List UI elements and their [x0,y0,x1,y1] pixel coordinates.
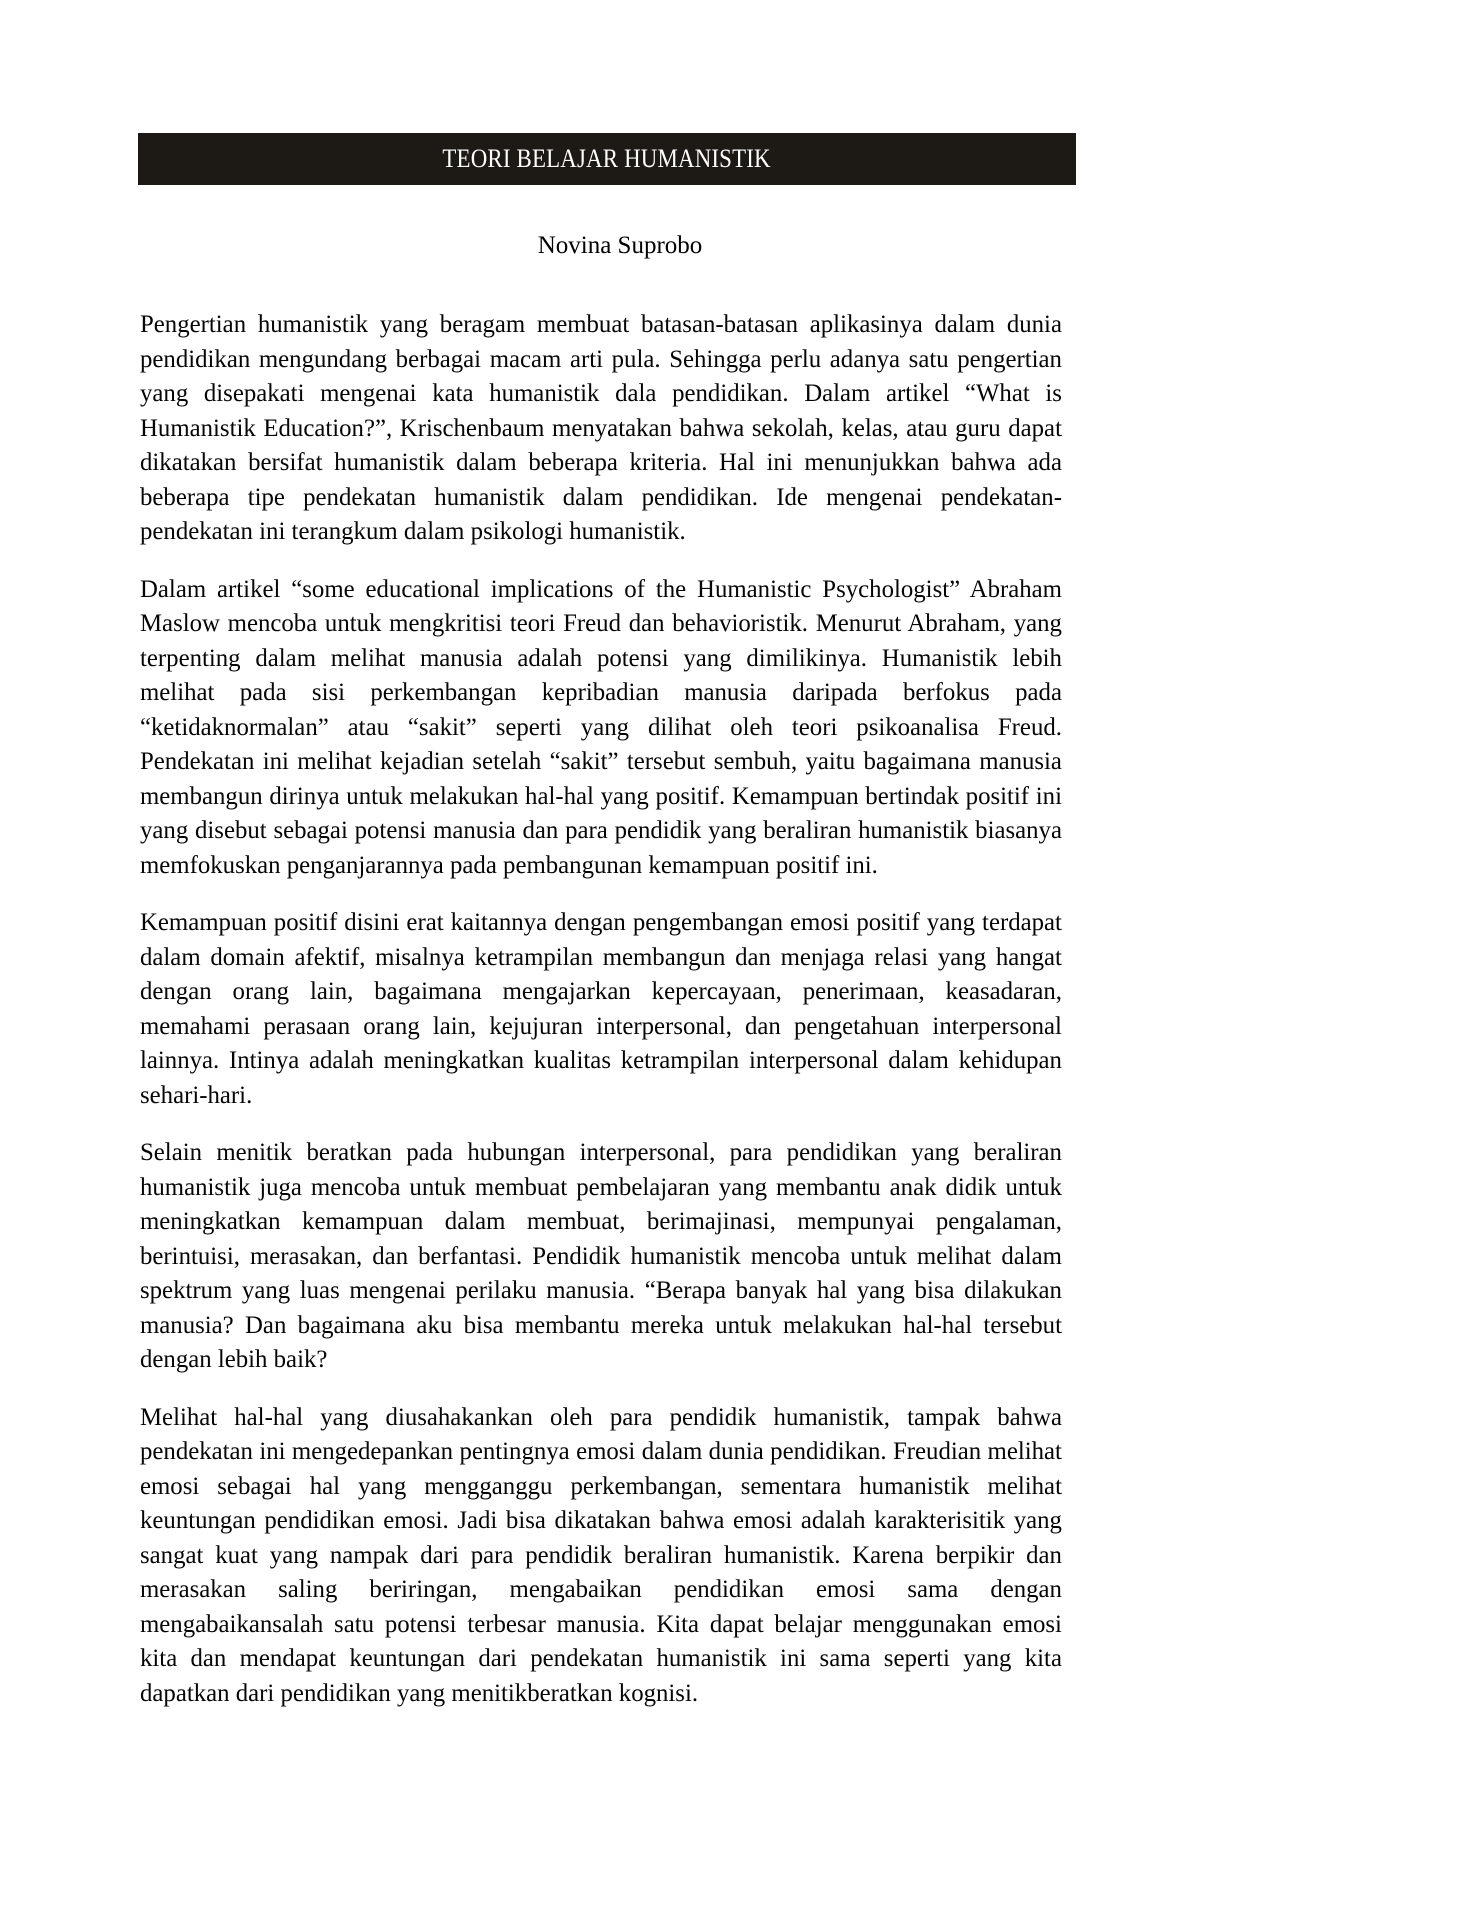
title-banner [138,133,1076,185]
paragraph-5: Melihat hal-hal yang diusahakankan oleh para pendidik humanistik, tampak bahwa pendekatan ini mengedepankan pentingnya emosi dalam dunia pendidikan. Freudian melihat emosi sebagai hal yang mengganggu perkembangan, sementara humanistik melihat keuntungan pendidikan emosi. Jadi bisa dikatakan bahwa emosi adalah karakterisitik yang sangat kuat yang nampak dari para pendidik beraliran humanistik. Karena berpikir dan merasakan saling beriringan, mengabaikan pendidikan emosi sama dengan mengabaikansalah satu potensi terbesar manusia. Kita dapat belajar menggunakan emosi kita dan mendapat keuntungan dari pendekatan humanistik ini sama seperti yang kita dapatkan dari pendidikan yang menitikberatkan kognisi. [140,1403,1062,1707]
document-body [140,308,1076,1711]
paragraph-4: Selain menitik beratkan pada hubungan interpersonal, para pendidikan yang beraliran humanistik juga mencoba untuk membuat pembelajaran yang membantu anak didik untuk meningkatkan kemampuan dalam membuat, berimajinasi, mempunyai pengalaman, berintuisi, merasakan, dan berfantasi. Pendidik humanistik mencoba untuk melihat dalam spektrum yang luas mengenai perilaku manusia. “Berapa banyak hal yang bisa dilakukan manusia? Dan bagaimana aku bisa membantu mereka untuk melakukan hal-hal tersebut dengan lebih baik? [140,1139,1062,1373]
page-title: TEORI BELAJAR HUMANISTIK [442,144,772,173]
author-line [138,230,1076,261]
author-name: Novina Suprobo [537,232,703,259]
paragraph-1: Pengertian humanistik yang beragam membuat batasan-batasan aplikasinya dalam dunia pendidikan mengundang berbagai macam arti pula. Sehingga perlu adanya satu pengertian yang disepakati mengenai kata humanistik dala pendidikan. Dalam artikel “What is Humanistik Education?”, Krischenbaum menyatakan bahwa sekolah, kelas, atau guru dapat dikatakan bersifat humanistik dalam beberapa kriteria. Hal ini menunjukkan bahwa ada beberapa tipe pendekatan humanistik dalam pendidikan. Ide mengenai pendekatan-pendekatan ini terangkum dalam psikologi humanistik. [140,311,1062,545]
paragraph-2: Dalam artikel “some educational implications of the Humanistic Psychologist” Abraham Maslow mencoba untuk mengkritisi teori Freud dan behavioristik. Menurut Abraham, yang terpenting dalam melihat manusia adalah potensi yang dimilikinya. Humanistik lebih melihat pada sisi perkembangan kepribadian manusia daripada berfokus pada “ketidaknormalan” atau “sakit” seperti yang dilihat oleh teori psikoanalisa Freud. Pendekatan ini melihat kejadian setelah “sakit” tersebut sembuh, yaitu bagaimana manusia membangun dirinya untuk melakukan hal-hal yang positif. Kemampuan bertindak positif ini yang disebut sebagai potensi manusia dan para pendidik yang beraliran humanistik biasanya memfokuskan penganjarannya pada pembangunan kemampuan positif ini. [140,575,1062,879]
paragraph-3: Kemampuan positif disini erat kaitannya dengan pengembangan emosi positif yang terdapat dalam domain afektif, misalnya ketrampilan membangun dan menjaga relasi yang hangat dengan orang lain, bagaimana mengajarkan kepercayaan, penerimaan, keasadaran, memahami perasaan orang lain, kejujuran interpersonal, dan pengetahuan interpersonal lainnya. Intinya adalah meningkatkan kualitas ketrampilan interpersonal dalam kehidupan sehari-hari. [140,909,1062,1109]
